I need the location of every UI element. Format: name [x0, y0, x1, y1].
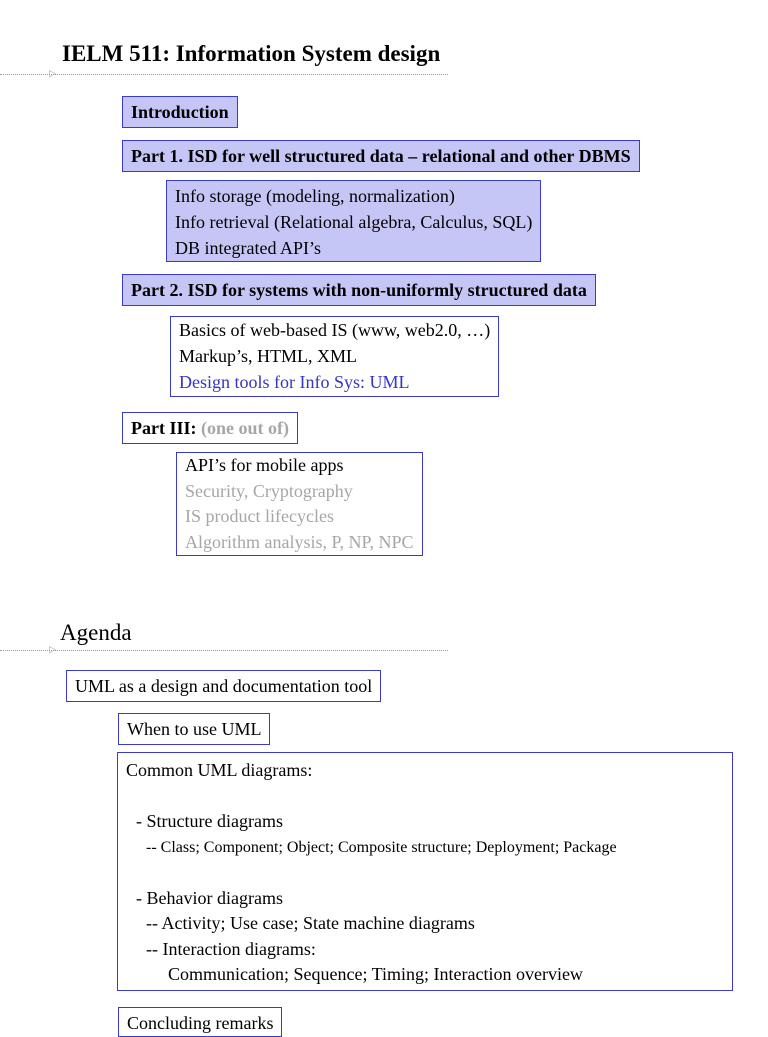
concluding-box: Concluding remarks [118, 1007, 282, 1037]
part1-heading-box: Part 1. ISD for well structured data – relational and other DBMS [122, 140, 640, 172]
list-item-muted: Security, Cryptography [185, 480, 353, 501]
list-item-muted: Algorithm analysis, P, NP, NPC [185, 531, 414, 552]
when-to-use-box: When to use UML [118, 713, 270, 745]
list-item: DB integrated API’s [175, 238, 321, 258]
part1-items-box [166, 180, 541, 262]
diagrams-heading: Common UML diagrams: [126, 760, 313, 780]
part3-heading-box [122, 412, 298, 444]
uml-tool-box: UML as a design and documentation tool [66, 670, 381, 702]
behavior-diagrams: - Behavior diagrams [136, 887, 283, 908]
interaction-diagrams: -- Interaction diagrams: [146, 938, 316, 959]
agenda-divider [0, 650, 448, 651]
part3-heading: Part III: [131, 418, 197, 438]
interaction-list: Communication; Sequence; Timing; Interaction overview [168, 964, 583, 984]
list-item: Basics of web-based IS (www, web2.0, …) [179, 320, 491, 340]
part2-heading-box: Part 2. ISD for systems with non-uniformly structured data [122, 274, 596, 306]
list-item: Info retrieval (Relational algebra, Calculus, SQL) [175, 212, 533, 232]
title-divider [0, 74, 448, 75]
list-item-muted: IS product lifecycles [185, 506, 334, 526]
list-item: Info storage (modeling, normalization) [175, 186, 455, 206]
list-item: API’s for mobile apps [185, 455, 344, 475]
part3-note: (one out of) [201, 418, 289, 438]
list-item: Markup’s, HTML, XML [179, 346, 357, 366]
list-item-highlighted: Design tools for Info Sys: UML [179, 372, 410, 392]
uml-diagrams-box [117, 752, 733, 991]
agenda-title: Agenda [60, 620, 132, 645]
structure-list: -- Class; Component; Object; Composite structure; Deployment; Package [146, 838, 617, 856]
divider-arrow-icon: ▷ [49, 68, 56, 78]
behavior-list: -- Activity; Use case; State machine diagrams [146, 913, 475, 933]
part3-items-box [176, 452, 423, 556]
intro-box: Introduction [122, 96, 238, 128]
part2-items-box [170, 316, 499, 397]
divider-arrow-icon: ▷ [49, 644, 56, 654]
slide-title: IELM 511: Information System design [62, 41, 441, 66]
structure-diagrams: - Structure diagrams [136, 811, 283, 831]
